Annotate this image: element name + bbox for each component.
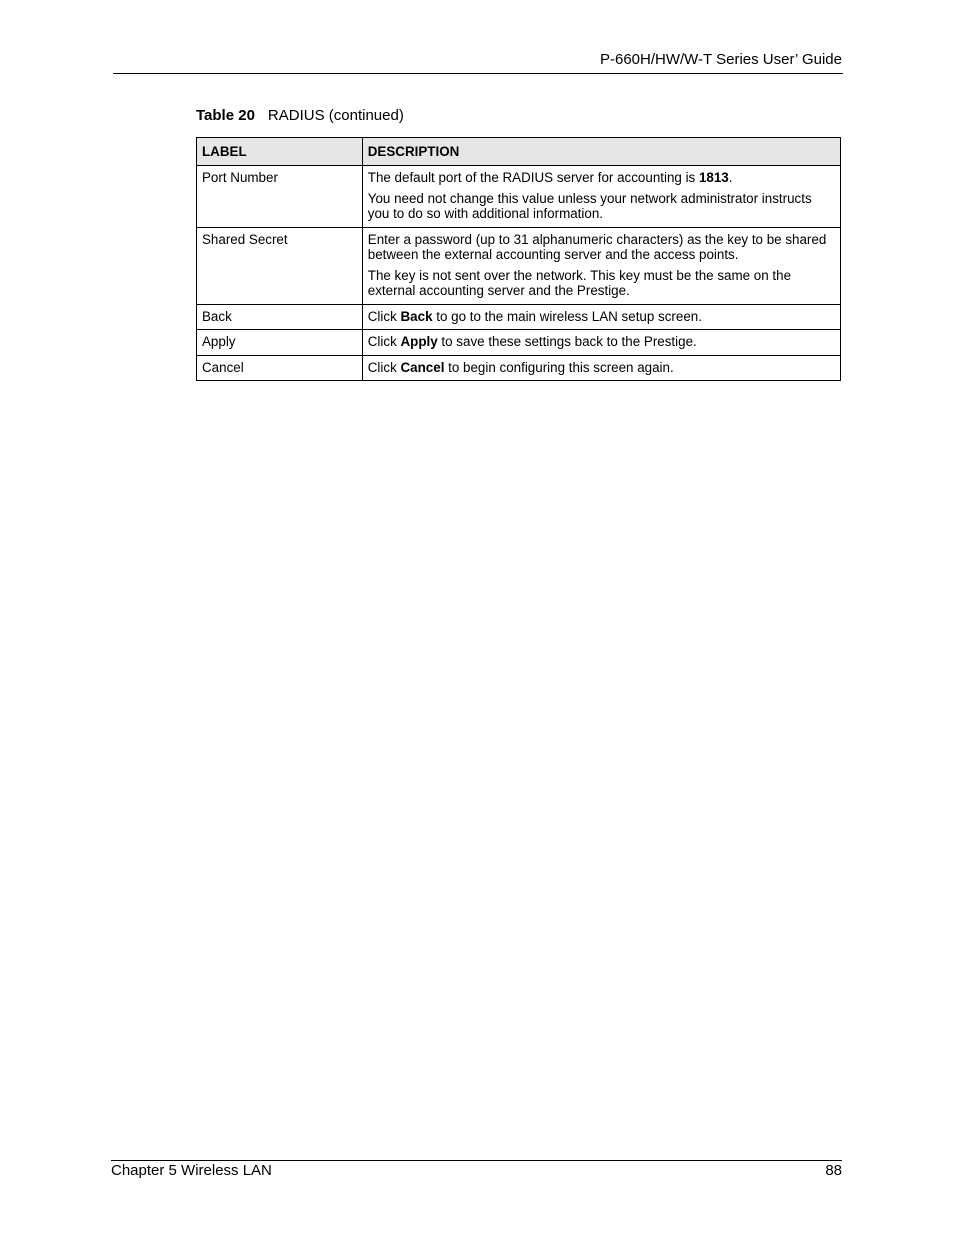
description-text: You need not change this value unless your network administrator instructs you to do so with additional information.: [367, 190, 812, 221]
table-caption-number: Table 20: [196, 107, 255, 124]
row-label: Apply: [197, 330, 363, 356]
row-label: Cancel: [197, 355, 363, 381]
row-description: [362, 227, 840, 304]
row-description: [362, 304, 840, 330]
description-text: to save these settings back to the Prestige.: [437, 334, 697, 349]
description-paragraph: [368, 191, 834, 222]
description-emphasis: Back: [400, 308, 433, 324]
footer-divider: [111, 1160, 842, 1161]
description-text: The key is not sent over the network. This key must be the same on the external accounting server and the Prestige.: [367, 267, 792, 298]
description-text: to begin configuring this screen again.: [444, 359, 674, 375]
description-paragraph: [368, 268, 834, 299]
row-label: Back: [197, 304, 363, 330]
description-text: The default port of the RADIUS server for accounting is: [367, 170, 699, 185]
description-paragraph: [368, 170, 834, 186]
header-divider: [113, 73, 843, 74]
row-label: Shared Secret: [197, 227, 363, 304]
table-row: [197, 304, 841, 330]
table-row: [197, 330, 841, 356]
row-description: [362, 330, 840, 356]
description-paragraph: [368, 232, 834, 263]
table-body: [197, 166, 841, 381]
description-paragraph: [368, 360, 834, 376]
description-paragraph: [368, 309, 834, 325]
table-row: [197, 166, 841, 228]
column-header-description: DESCRIPTION: [362, 138, 840, 166]
row-label: Port Number: [197, 166, 363, 228]
column-header-label: LABEL: [197, 138, 363, 166]
table-row: [197, 355, 841, 381]
description-text: Enter a password (up to 31 alphanumeric characters) as the key to be shared between the external accounting server and the access points.: [367, 231, 827, 262]
description-emphasis: Cancel: [400, 359, 445, 375]
radius-table: [196, 137, 841, 381]
running-header-title: P-660H/HW/W-T Series User’ Guide: [599, 51, 842, 68]
table-caption: [196, 107, 404, 125]
description-text: to go to the main wireless LAN setup screen.: [432, 308, 702, 324]
row-description: [362, 355, 840, 381]
description-text: Click: [367, 308, 401, 324]
table-header-row: [197, 138, 841, 166]
description-emphasis: 1813: [698, 170, 729, 185]
table-row: [197, 227, 841, 304]
description-text: Click: [367, 334, 401, 349]
table-caption-title: RADIUS (continued): [267, 107, 404, 124]
description-text: .: [728, 170, 733, 185]
description-emphasis: Apply: [400, 334, 438, 349]
description-text: Click: [367, 359, 401, 375]
footer-page-number: 88: [825, 1162, 842, 1179]
description-paragraph: [368, 334, 834, 350]
footer-chapter: Chapter 5 Wireless LAN: [111, 1162, 272, 1179]
row-description: [362, 166, 840, 228]
